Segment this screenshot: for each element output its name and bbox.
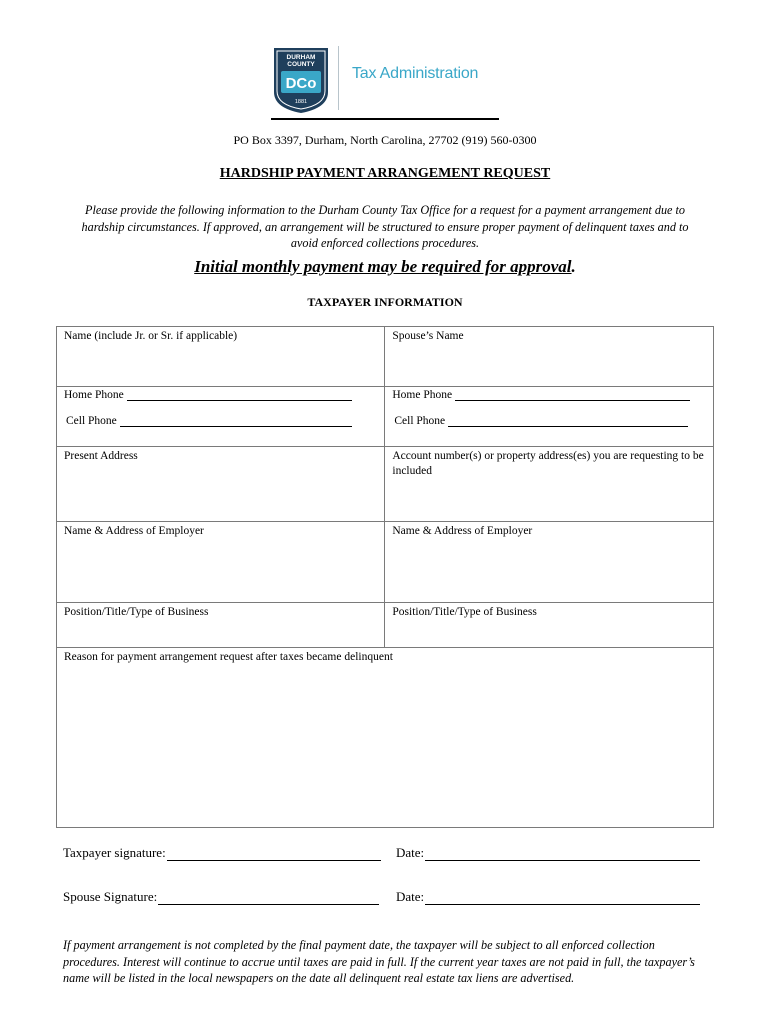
section-heading: TAXPAYER INFORMATION (307, 295, 463, 309)
initial-payment-period: . (571, 257, 576, 276)
initial-payment-notice (0, 257, 770, 277)
employer-cell[interactable] (57, 522, 385, 603)
spouse-date-line[interactable] (425, 891, 700, 905)
taxpayer-date-label: Date: (396, 845, 425, 860)
office-address: PO Box 3397, Durham, North Carolina, 27702 (919) 560-0300 (233, 133, 537, 147)
reason-label: Reason for payment arrangement request after taxes became delinquent (64, 651, 393, 663)
seal-sub-text: COUNTY (287, 61, 315, 68)
spouse-name-label: Spouse’s Name (392, 330, 464, 342)
employer-label: Name & Address of Employer (64, 525, 204, 537)
spouse-home-phone-label: Home Phone (392, 389, 453, 401)
position-cell[interactable] (57, 603, 385, 648)
name-label: Name (include Jr. or Sr. if applicable) (64, 330, 238, 342)
spouse-signature-line[interactable] (158, 891, 379, 905)
present-address-label: Present Address (64, 450, 138, 462)
spouse-name-cell[interactable] (385, 327, 714, 387)
cell-phone-field[interactable] (64, 415, 377, 427)
taxpayer-signature-field[interactable] (63, 845, 381, 861)
footer-notice: If payment arrangement is not completed by the final payment date, the taxpayer will be subject to all enforced collection procedures. Interest will continue to accrue until taxes are paid in full. If the current year taxes are not paid in full, the taxpayer’s name will be listed in the local newspapers on the date all delinquent real estate tax liens are advertised. (63, 938, 695, 985)
home-phone-field[interactable] (64, 389, 377, 401)
spouse-signature-label: Spouse Signature: (63, 889, 158, 904)
durham-county-seal (272, 46, 330, 114)
taxpayer-signature-label: Taxpayer signature: (63, 845, 166, 860)
home-phone-line[interactable] (127, 389, 352, 401)
account-cell[interactable] (385, 447, 714, 522)
home-phone-label: Home Phone (64, 389, 124, 401)
taxpayer-date-line[interactable] (425, 847, 700, 861)
taxpayer-info-table (56, 326, 714, 828)
phone-cell (57, 387, 385, 447)
initial-payment-text: Initial monthly payment may be required for approval (194, 257, 572, 276)
seal-mark-text: DCo (285, 75, 317, 92)
position-label: Position/Title/Type of Business (64, 606, 209, 618)
spouse-position-label: Position/Title/Type of Business (392, 606, 537, 618)
spouse-home-phone-field[interactable] (392, 389, 706, 401)
spouse-employer-cell[interactable] (385, 522, 714, 603)
spouse-date-field[interactable] (396, 889, 700, 905)
taxpayer-signature-line[interactable] (167, 847, 381, 861)
spouse-cell-phone-label: Cell Phone (394, 415, 446, 427)
spouse-date-label: Date: (396, 889, 425, 904)
taxpayer-date-field[interactable] (396, 845, 700, 861)
cell-phone-line[interactable] (120, 415, 352, 427)
present-address-cell[interactable] (57, 447, 385, 522)
logo-divider (338, 46, 339, 110)
seal-year-text: 1881 (294, 99, 308, 105)
header-rule (271, 118, 499, 120)
tax-administration-wordmark: Tax Administration (352, 65, 479, 82)
county-logo (272, 46, 508, 116)
spouse-home-phone-line[interactable] (455, 389, 690, 401)
spouse-signature-field[interactable] (63, 889, 379, 905)
seal-top-text: DURHAM (286, 54, 316, 61)
spouse-phone-cell (385, 387, 714, 447)
spouse-cell-phone-field[interactable] (392, 415, 706, 427)
account-label: Account number(s) or property address(es) you are requesting to be included (392, 450, 704, 477)
spouse-position-cell[interactable] (385, 603, 714, 648)
intro-paragraph: Please provide the following information to the Durham County Tax Office for a request for a payment arrangement due to hardship circumstances. If approved, an arrangement will be structured to ensure proper payment of delinquent taxes and to avoid enforced collections procedures. (81, 203, 689, 250)
name-cell[interactable] (57, 327, 385, 387)
form-title: HARDSHIP PAYMENT ARRANGEMENT REQUEST (219, 166, 551, 181)
cell-phone-label: Cell Phone (66, 415, 117, 427)
spouse-cell-phone-line[interactable] (448, 415, 688, 427)
spouse-employer-label: Name & Address of Employer (392, 525, 533, 537)
reason-cell[interactable] (57, 648, 714, 828)
